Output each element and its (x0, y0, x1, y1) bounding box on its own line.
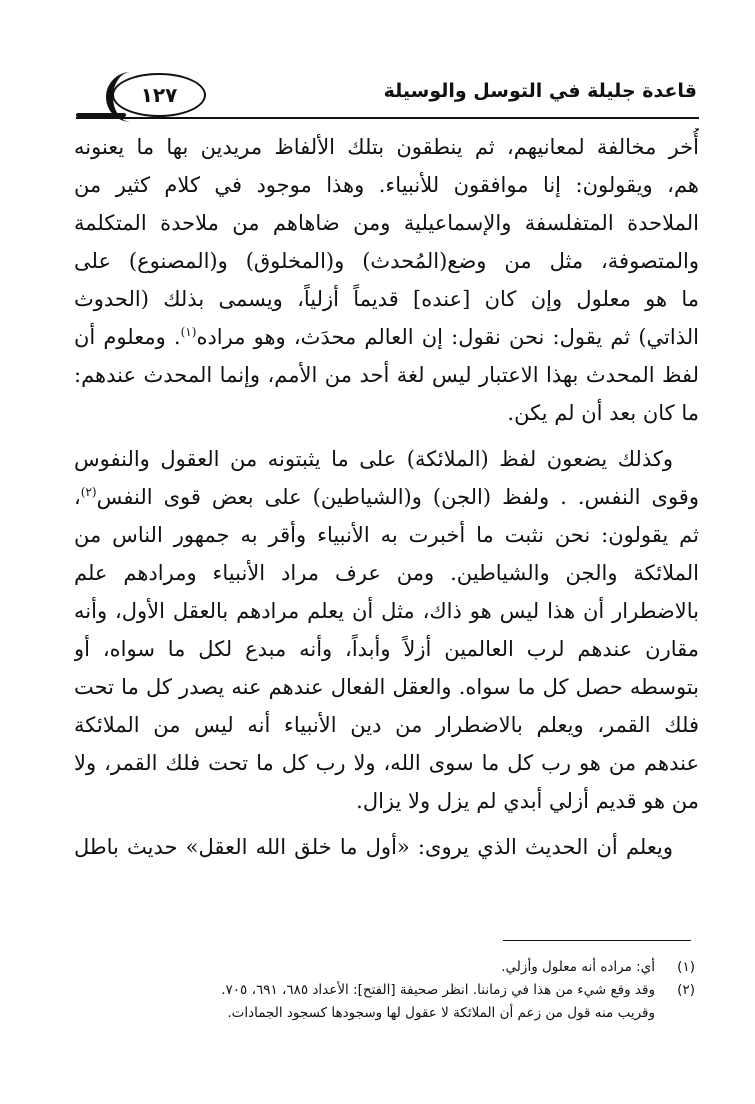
footnotes (74, 956, 695, 1025)
main-text (74, 128, 699, 866)
text-line: أُخر مخالفة لمعانيهم، ثم ينطقون بتلك الألفاظ مريدين بها ما يعنونه (74, 135, 699, 159)
footnote-2-continued (74, 1002, 695, 1025)
page-number: ١٢٧ (140, 83, 178, 107)
text-line: الملاحدة المتفلسفة والإسماعيلية ومن ضاهاهم من ملاحدة المتكلمة (74, 211, 699, 235)
footnote-text: وقريب منه قول من زعم أن الملائكة لا عقول لها وسجودها كسجود الجمادات. (227, 1005, 655, 1021)
paragraph-3 (74, 828, 699, 866)
text-line: ويعلم أن الحديث الذي يروى: «أول ما خلق الله العقل» حديث باطل (74, 835, 673, 859)
text-line: وكذلك يضعون لفظ (الملائكة) على ما يثبتونه من العقول والنفوس (74, 447, 673, 471)
text-line: فلك القمر، ويعلم بالاضطرار من دين الأنبياء أنه ليس من الملائكة (74, 713, 699, 737)
text-line: بالاضطرار أن هذا ليس هو ذاك، مثل أن يعلم مرادهم بالعقل الأول، وأنه (74, 599, 699, 623)
footnote-number: (٢) (677, 982, 695, 998)
footnote-text: أي: مراده أنه معلول وأزلي. (501, 959, 655, 975)
text-line: لفظ المحدث بهذا الاعتبار ليس لغة أحد من الأمم، وإنما المحدث عندهم: (74, 363, 699, 387)
footnote-ref-2[interactable]: (٢) (80, 485, 97, 499)
text-segment: ، (74, 485, 81, 509)
footnote-1 (74, 956, 695, 979)
page-number-badge (112, 73, 206, 117)
text-line-with-footnote (74, 478, 699, 516)
running-title: قاعدة جليلة في التوسل والوسيلة (383, 80, 697, 102)
header-rule (76, 117, 699, 119)
text-line: من هو قديم أزلي أبدي لم يزل ولا يزال. (356, 789, 699, 813)
footnote-indent (655, 1002, 695, 1025)
text-line: هم، ويقولون: إنا موافقون للأنبياء. وهذا موجود في كلام كثير من (74, 173, 699, 197)
text-segment: الذاتي) ثم يقول: نحن نقول: إن العالم محدَث، وهو مراده (196, 325, 699, 349)
footnote-number: (١) (677, 959, 695, 975)
footnote-2 (74, 979, 695, 1002)
text-segment: وقوى النفس. . ولفظ (الجن) و(الشياطين) على بعض قوى النفس (96, 485, 699, 509)
text-line-with-footnote (74, 318, 699, 356)
text-line: والمتصوفة، مثل من وضع(المُحدث) و(المخلوق) و(المصنوع) على (74, 249, 699, 273)
footnote-ref-1[interactable]: (١) (180, 325, 197, 339)
header-rule-ornament (76, 113, 126, 117)
text-line: مقارن عندهم لرب العالمين أزلاً وأبداً، وأنه مبدع لكل ما سواه، أو (74, 637, 699, 661)
footnote-text: وقد وقع شيء من هذا في زماننا. انظر صحيفة [الفتح]: الأعداد ٦٨٥، ٦٩١، ٧٠٥. (221, 982, 655, 998)
paragraph-2 (74, 440, 699, 820)
text-line: ما هو معلول وإن كان [عنده] قديماً أزلياً، ويسمى بذلك (الحدوث (74, 287, 699, 311)
text-line: ثم يقولون: نحن نثبت ما أخبرت به الأنبياء وأقر به جمهور الناس من (74, 523, 699, 547)
text-line: ما كان بعد أن لم يكن. (507, 401, 699, 425)
text-line: عندهم من هو رب كل ما سوى الله، ولا رب كل ما تحت فلك القمر، ولا (74, 751, 699, 775)
paragraph-1 (74, 128, 699, 432)
footnote-separator (503, 940, 691, 941)
text-line: بتوسطه حصل كل ما سواه. والعقل الفعال عندهم عنه يصدر كل ما تحت (74, 675, 699, 699)
text-segment: . ومعلوم أن (74, 325, 181, 349)
text-line: الملائكة والجن والشياطين. ومن عرف مراد الأنبياء ومرادهم علم (74, 561, 699, 585)
